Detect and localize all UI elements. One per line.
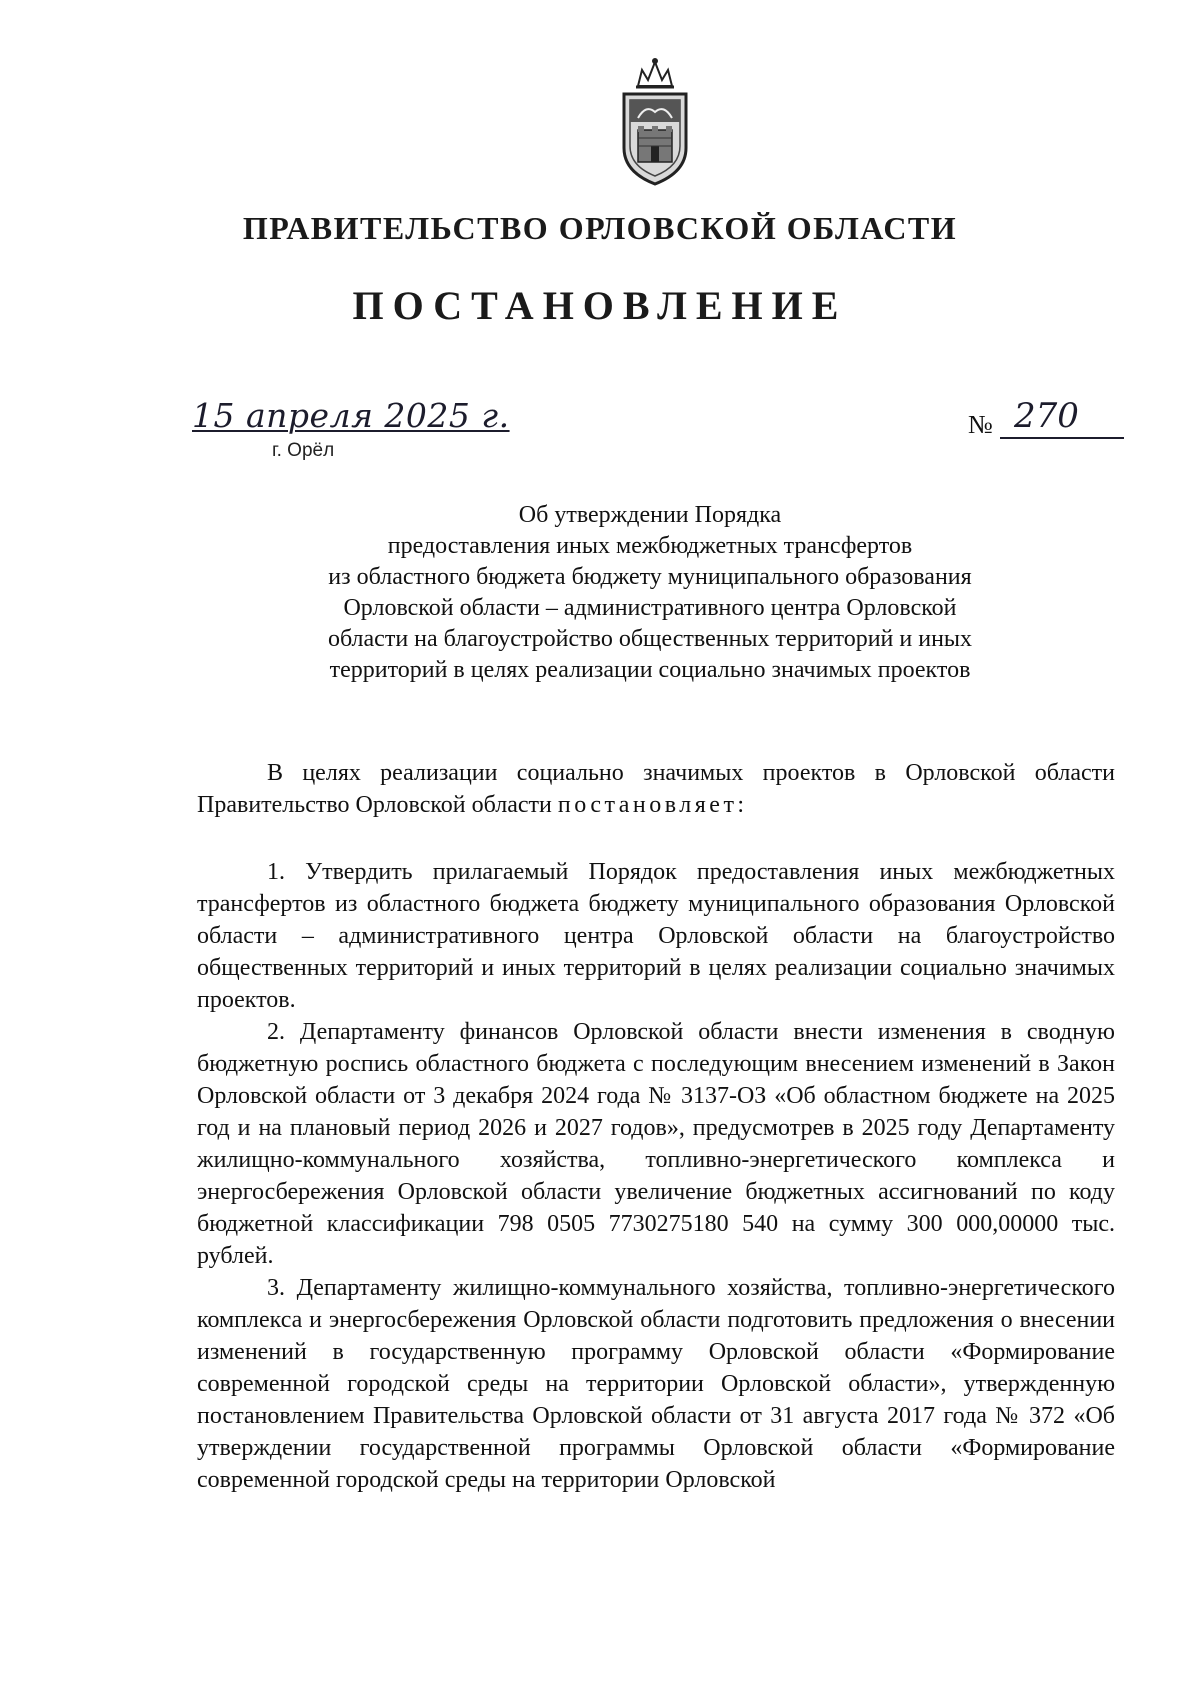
government-title: ПРАВИТЕЛЬСТВО ОРЛОВСКОЙ ОБЛАСТИ [242, 210, 958, 246]
city-label: г. Орёл [272, 440, 335, 461]
subject-line: Об утверждении Порядка [518, 502, 782, 528]
item-2-paragraph: 2. Департаменту финансов Орловской области внести изменения в сводную бюджетную роспись областного бюджета с последующим внесением изменений в Закон Орловской области от 3 декабря 2024 года № 3137-ОЗ «Об областном бюджете на 2025 год и на плановый период 2026 и 2027 годов», предусмотрев в 2025 году Департаменту жилищно-коммунального хозяйства, топливно-энергетического комплекса и энергосбережения Орловской области увеличение бюджетных ассигнований по коду бюджетной классификации 798 0505 7730275180 540 на сумму 300 000,00000 тыс. рублей. [197, 1019, 1115, 1269]
subject-line: из областного бюджета бюджету муниципального образования [328, 564, 972, 590]
document-type-title: ПОСТАНОВЛЕНИЕ [352, 283, 848, 328]
coat-of-arms-icon [616, 56, 694, 188]
item-3-paragraph: 3. Департаменту жилищно-коммунального хозяйства, топливно-энергетического комплекса и энергосбережения Орловской области подготовить предложения о внесении изменений в государственную программу Орловской области «Формирование современной городской среды на территории Орловской области», утвержденную постановлением Правительства Орловской области от 31 августа 2017 года № 372 «Об утверждении государственной программы Орловской области «Формирование современной городской среды на территории Орловской [197, 1275, 1115, 1493]
number-sign: № [968, 410, 993, 439]
subject-line: области на благоустройство общественных территорий и иных [327, 626, 973, 652]
preamble-keyword: постановляет: [557, 792, 748, 818]
document-subject [250, 500, 1050, 686]
document-body [197, 757, 1115, 1496]
handwritten-number: 270 [1000, 395, 1124, 439]
subject-line: предоставления иных межбюджетных трансфертов [387, 533, 913, 559]
subject-line: Орловской области – административного центра Орловской [343, 595, 957, 621]
preamble-text: В целях реализации социально значимых проектов в Орловской области Правительство Орловской области [197, 760, 1115, 818]
item-1-paragraph: 1. Утвердить прилагаемый Порядок предоставления иных межбюджетных трансфертов из областного бюджета бюджету муниципального образования Орловской области – административного центра Орловской области на благоустройство общественных территорий и иных территорий в целях реализации социально значимых проектов. [197, 859, 1115, 1013]
handwritten-date: 15 апреля 2025 г. [192, 396, 510, 435]
preamble-paragraph [197, 757, 1115, 821]
subject-line: территорий в целях реализации социально значимых проектов [329, 657, 971, 683]
